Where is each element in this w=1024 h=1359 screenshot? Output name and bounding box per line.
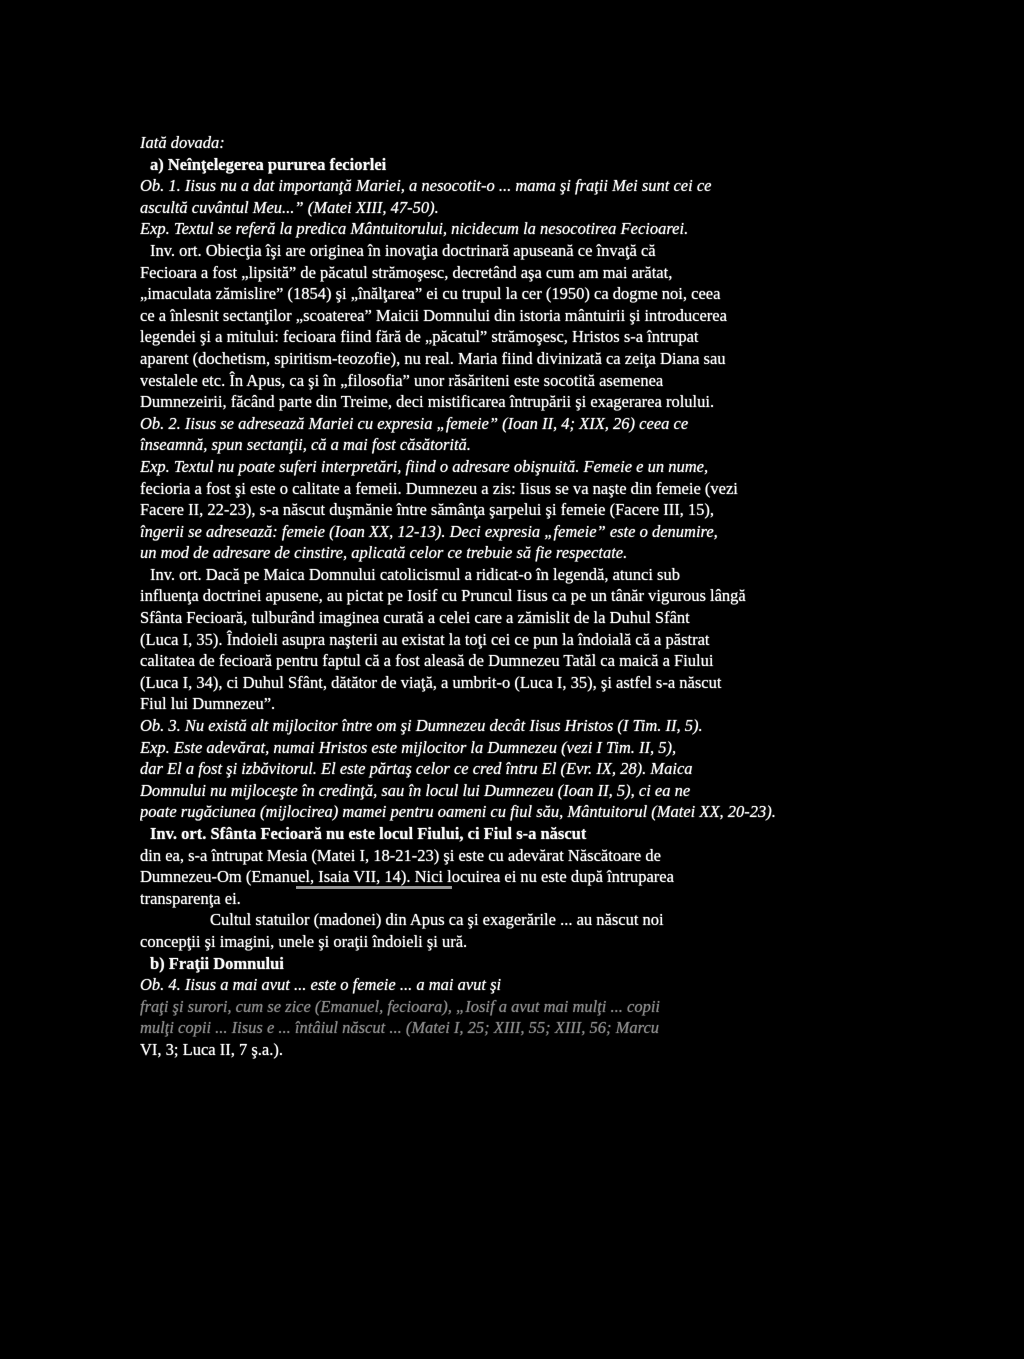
text-line: Inv. ort. Obiecţia îşi are originea în inovaţia doctrinară apuseană ce învaţă că (150, 240, 656, 260)
text-line: Domnului nu mijloceşte în credinţă, sau în locul lui Dumnezeu (Ioan II, 5), ci ea ne (140, 780, 691, 800)
text-line: fraţi şi surori, cum se zice (Emanuel, fecioara), „Iosif a avut mai mulţi ... copii (140, 996, 661, 1016)
footnote-rule (296, 886, 452, 889)
text-line: influenţa doctrinei apusene, au pictat pe Iosif cu Pruncul Iisus ca pe un tânăr vigurous lângă (140, 586, 746, 606)
text-line: Exp. Este adevărat, numai Hristos este mijlocitor la Dumnezeu (vezi I Tim. II, 5), (140, 737, 677, 757)
text-line: Exp. Textul nu poate suferi interpretări, fiind o adresare obişnuită. Femeie e un nume, (140, 456, 709, 476)
text-line: transparenţa ei. (140, 888, 241, 908)
text-line: dar El a fost şi izbăvitorul. El este părtaş celor ce cred întru El (Evr. IX, 28). Maica (140, 759, 693, 779)
text-line: VI, 3; Luca II, 7 ş.a.). (140, 1039, 283, 1059)
text-line: Facere II, 22-23), s-a născut duşmănie între sămânţa şarpelui şi femeie (Facere III, 15), (140, 500, 715, 520)
text-line: înseamnă, spun sectanţii, că a mai fost căsătorită. (140, 435, 471, 455)
document-body (140, 132, 885, 1061)
text-line: Ob. 1. Iisus nu a dat importanţă Mariei, a nesocotit-o ... mama şi fraţii Mei sunt cei ce (140, 176, 712, 196)
text-line: Ob. 3. Nu există alt mijlocitor între om şi Dumnezeu decât Iisus Hristos (I Tim. II, 5). (140, 716, 703, 736)
text-line: Dumnezeu-Om (Emanuel, Isaia VII, 14). Nici locuirea ei nu este după întruparea (140, 867, 674, 887)
text-line: poate rugăciunea (mijlocirea) mamei pentru oameni cu fiul său, Mântuitorul (Matei XX, 20-23). (140, 802, 776, 822)
text-line: legendei şi a mitului: fecioara fiind fără de „păcatul” strămoşesc, Hristos s-a întrupat (140, 327, 699, 347)
text-line: ascultă cuvântul Meu...” (Matei XIII, 47-50). (140, 197, 439, 217)
text-line: Sfânta Fecioară, tulburând imaginea curată a celei care a zămislit de la Duhul Sfânt (140, 608, 690, 628)
text-line: calitatea de fecioară pentru faptul că a fost aleasă de Dumnezeu Tatăl ca maică a Fiului (140, 651, 714, 671)
text-line: Ob. 2. Iisus se adresează Mariei cu expresia „femeie” (Ioan II, 4; XIX, 26) ceea ce (140, 413, 689, 433)
text-line: Fecioara a fost „lipsită” de păcatul strămoşesc, decretând aşa cum am mai arătat, (140, 262, 673, 282)
text-line: un mod de adresare de cinstire, aplicată celor ce trebuie să fie respectate. (140, 543, 628, 563)
text-line: „imaculata zămislire” (1854) şi „înălţarea” ei cu trupul la cer (1950) ca dogme noi, ceea (140, 284, 721, 304)
text-line: Cultul statuilor (madonei) din Apus ca şi exagerările ... au născut noi (210, 910, 664, 930)
text-line: fecioria a fost şi este o calitate a femeii. Dumnezeu a zis: Iisus se va naşte din femeie (vezi (140, 478, 738, 498)
text-line: Exp. Textul se referă la predica Mântuitorului, nicidecum la nesocotirea Fecioarei. (140, 219, 689, 239)
text-line: Inv. ort. Dacă pe Maica Domnului catolicismul a ridicat-o în legendă, atunci sub (150, 564, 680, 584)
text-line: ce a înlesnit sectanţilor „scoaterea” Maicii Domnului din istoria mântuirii şi introducerea (140, 305, 727, 325)
text-line: mulţi copii ... Iisus e ... întâiul născut ... (Matei I, 25; XIII, 55; XIII, 56; Marcu (140, 1018, 660, 1038)
text-line: din ea, s-a întrupat Mesia (Matei I, 18-21-23) şi este cu adevărat Născătoare de (140, 845, 661, 865)
text-line: vestalele etc. În Apus, ca şi în „filosofia” unor răsăriteni este socotită asemenea (140, 370, 664, 390)
text-line: Ob. 4. Iisus a mai avut ... este o femeie ... a mai avut şi (140, 975, 502, 995)
text-line: (Luca I, 35). Îndoieli asupra naşterii au existat la toţi cei ce pun la îndoială că a păstrat (140, 629, 710, 649)
text-line: Fiul lui Dumnezeu”. (140, 694, 276, 714)
text-line: Iată dovada: (140, 133, 225, 152)
text-line: b) Fraţii Domnului (150, 953, 284, 973)
text-line: concepţii şi imagini, unele şi oraţii îndoieli şi ură. (140, 931, 468, 951)
text-line: a) Neînţelegerea pururea feciorlei (150, 154, 387, 174)
text-line: Dumnezeirii, făcând parte din Treime, deci mistificarea întrupării şi exagerarea rolului. (140, 392, 715, 412)
text-line: Inv. ort. Sfânta Fecioară nu este locul Fiului, ci Fiul s-a născut (150, 824, 587, 843)
text-line: (Luca I, 34), ci Duhul Sfânt, dătător de viaţă, a umbrit-o (Luca I, 35), şi astfel s-a născut (140, 672, 722, 692)
text-line: aparent (dochetism, spiritism-teozofie), nu real. Maria fiind divinizată ca zeiţa Diana sau (140, 348, 726, 368)
text-line: îngerii se adresează: femeie (Ioan XX, 12-13). Deci expresia „femeie” este o denumire, (140, 521, 718, 541)
